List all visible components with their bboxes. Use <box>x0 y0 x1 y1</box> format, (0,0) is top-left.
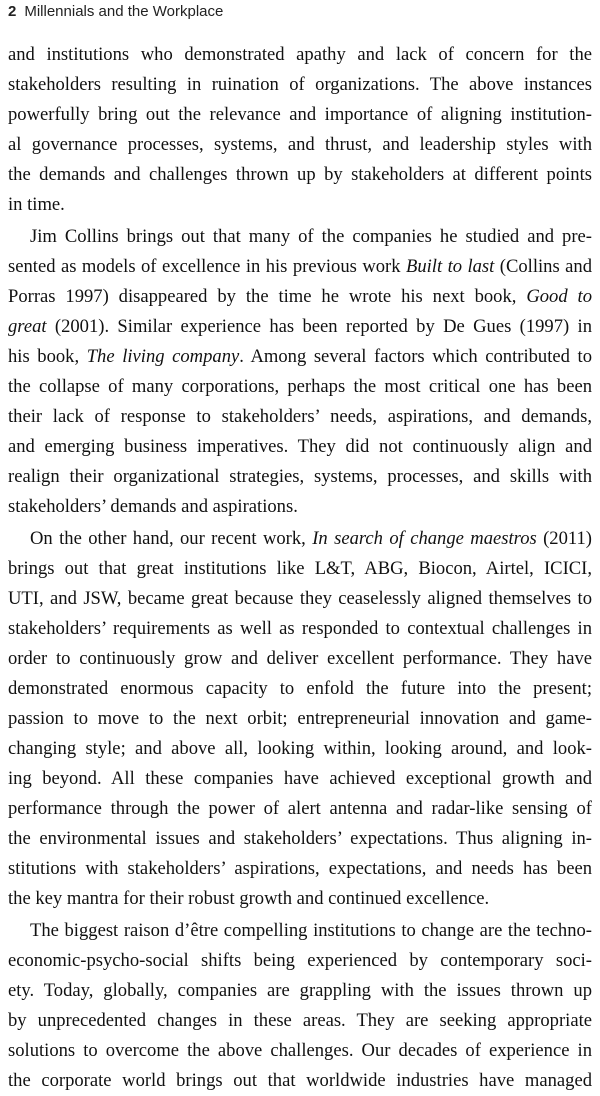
text-run: On the other hand, our recent work, <box>30 528 313 549</box>
italic-title: The living company <box>86 346 240 367</box>
text-line <box>8 130 592 160</box>
text-line <box>8 584 592 614</box>
text-line <box>8 160 592 190</box>
text-run: their lack of response to stakeholders’ needs, aspirations, and demands, <box>8 406 592 427</box>
text-line <box>8 524 592 554</box>
text-run: performance through the power of alert antenna and radar-like sensing of <box>8 798 592 819</box>
text-run: order to continuously grow and deliver excellent performance. They have <box>8 648 592 669</box>
text-run: in time. <box>8 194 65 215</box>
text-line <box>8 100 592 130</box>
text-run: brings out that great institutions like L&T, ABG, Biocon, Airtel, ICICI, <box>8 558 592 579</box>
text-line <box>8 282 592 312</box>
text-line <box>8 976 592 1006</box>
text-run: . Among several factors which contributed to <box>239 346 592 367</box>
text-run: UTI, and JSW, became great because they ceaselessly aligned themselves to <box>8 588 592 609</box>
text-run: stakeholders resulting in ruination of organizations. The above instances <box>8 74 592 95</box>
page-number: 2 <box>8 3 17 20</box>
text-run: (2001). Similar experience has been reported by De Gues (1997) in <box>46 316 592 337</box>
text-run: stakeholders’ demands and aspirations. <box>8 496 298 517</box>
text-run: sented as models of excellence in his previous work <box>8 256 406 277</box>
text-line <box>8 884 592 914</box>
text-run: economic-psycho-social shifts being experienced by contemporary soci- <box>8 950 592 971</box>
text-line <box>8 644 592 674</box>
text-line <box>8 1066 592 1096</box>
text-line <box>8 70 592 100</box>
text-line <box>8 824 592 854</box>
text-run: his book, <box>8 346 87 367</box>
text-run: by unprecedented changes in these areas. They are seeking appropriate <box>8 1010 592 1031</box>
text-line <box>8 946 592 976</box>
text-line <box>8 916 592 946</box>
italic-title: Built to last <box>405 256 495 277</box>
text-run: Jim Collins brings out that many of the companies he studied and pre- <box>30 226 592 247</box>
text-run: changing style; and above all, looking within, looking around, and look- <box>8 738 592 759</box>
text-line <box>8 312 592 342</box>
text-line <box>8 614 592 644</box>
text-run: and emerging business imperatives. They did not continuously align and <box>8 436 592 457</box>
text-run: powerfully bring out the relevance and importance of aligning institution- <box>8 104 592 125</box>
text-line <box>8 492 592 522</box>
paragraph <box>8 916 592 1096</box>
text-line <box>8 764 592 794</box>
text-run: passion to move to the next orbit; entrepreneurial innovation and game- <box>8 708 592 729</box>
paragraph <box>8 222 592 522</box>
running-header <box>8 0 592 24</box>
text-line <box>8 372 592 402</box>
text-run: The biggest raison d’être compelling institutions to change are the techno- <box>30 920 592 941</box>
text-line <box>8 342 592 372</box>
text-line <box>8 222 592 252</box>
text-line <box>8 432 592 462</box>
text-run: the environmental issues and stakeholders’ expectations. Thus aligning in- <box>8 828 592 849</box>
text-run: (Collins and <box>494 256 592 277</box>
text-line <box>8 734 592 764</box>
text-line <box>8 402 592 432</box>
text-line <box>8 1036 592 1066</box>
italic-title: In search of change maestros <box>312 528 537 549</box>
paragraph <box>8 524 592 914</box>
text-line <box>8 704 592 734</box>
text-run: solutions to overcome the above challenges. Our decades of experience in <box>8 1040 592 1061</box>
body-text <box>8 40 592 1096</box>
text-line <box>8 40 592 70</box>
running-title: Millennials and the Workplace <box>24 3 224 20</box>
text-run: the corporate world brings out that worldwide industries have managed <box>8 1070 592 1091</box>
text-run: ety. Today, globally, companies are grappling with the issues thrown up <box>8 980 592 1001</box>
text-line <box>8 190 592 220</box>
text-line <box>8 854 592 884</box>
text-run: the demands and challenges thrown up by stakeholders at different points <box>8 164 592 185</box>
text-run: and institutions who demonstrated apathy and lack of concern for the <box>8 44 592 65</box>
text-run: Porras 1997) disappeared by the time he wrote his next book, <box>8 286 527 307</box>
text-line <box>8 794 592 824</box>
text-run: the collapse of many corporations, perhaps the most critical one has been <box>8 376 592 397</box>
text-line <box>8 554 592 584</box>
text-line <box>8 1006 592 1036</box>
italic-title: great <box>8 316 47 337</box>
text-run: demonstrated enormous capacity to enfold the future into the present; <box>8 678 592 699</box>
text-line <box>8 674 592 704</box>
text-run: ing beyond. All these companies have achieved exceptional growth and <box>8 768 592 789</box>
paragraph <box>8 40 592 220</box>
text-run: stitutions with stakeholders’ aspirations, expectations, and needs has been <box>8 858 592 879</box>
text-run: (2011) <box>536 528 592 549</box>
text-line <box>8 252 592 282</box>
text-run: al governance processes, systems, and thrust, and leadership styles with <box>8 134 592 155</box>
text-run: the key mantra for their robust growth and continued excellence. <box>8 888 490 909</box>
text-run: realign their organizational strategies, systems, processes, and skills with <box>8 466 592 487</box>
italic-title: Good to <box>526 286 592 307</box>
text-line <box>8 462 592 492</box>
text-run: stakeholders’ requirements as well as responded to contextual challenges in <box>8 618 592 639</box>
